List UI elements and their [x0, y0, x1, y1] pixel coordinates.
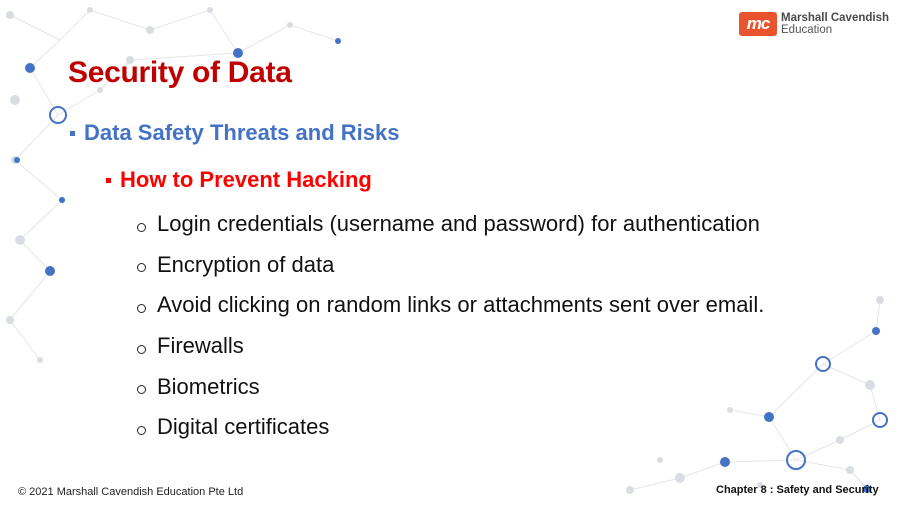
circle-bullet-icon — [137, 345, 146, 354]
circle-bullet-icon — [137, 385, 146, 394]
list-item-text: Avoid clicking on random links or attachments sent over email. — [157, 292, 765, 318]
list-item — [137, 407, 764, 448]
prevention-list — [137, 204, 764, 448]
list-item-text: Biometrics — [157, 373, 260, 399]
level1-heading: Data Safety Threats and Risks — [84, 120, 400, 145]
level2-heading: How to Prevent Hacking — [120, 167, 372, 192]
circle-bullet-icon — [137, 304, 146, 313]
slide-title: Security of Data — [68, 56, 292, 89]
level2-bullet-row — [106, 167, 372, 193]
list-item — [137, 326, 764, 367]
circle-bullet-icon — [137, 223, 146, 232]
logo-line-2: Education — [781, 24, 833, 36]
logo-text — [781, 12, 889, 36]
publisher-logo — [739, 12, 889, 36]
square-bullet-icon — [70, 131, 75, 136]
list-item — [137, 245, 764, 286]
list-item — [137, 366, 764, 407]
footer-chapter: Chapter 8 : Safety and Security — [716, 484, 879, 496]
square-bullet-icon — [106, 178, 111, 183]
circle-bullet-icon — [137, 426, 146, 435]
footer-copyright: © 2021 Marshall Cavendish Education Pte Ltd — [18, 486, 244, 498]
list-item-text: Encryption of data — [157, 251, 335, 277]
circle-bullet-icon — [137, 263, 146, 272]
list-item-text: Firewalls — [157, 333, 244, 359]
list-item — [137, 285, 764, 326]
list-item-text: Login credentials (username and password) for authentication — [157, 211, 760, 237]
list-item-text: Digital certificates — [157, 414, 330, 440]
logo-mark: mc — [739, 12, 777, 36]
list-item — [137, 204, 764, 245]
level1-bullet-row — [70, 120, 399, 146]
logo-line-1: Marshall Cavendish — [781, 12, 890, 24]
